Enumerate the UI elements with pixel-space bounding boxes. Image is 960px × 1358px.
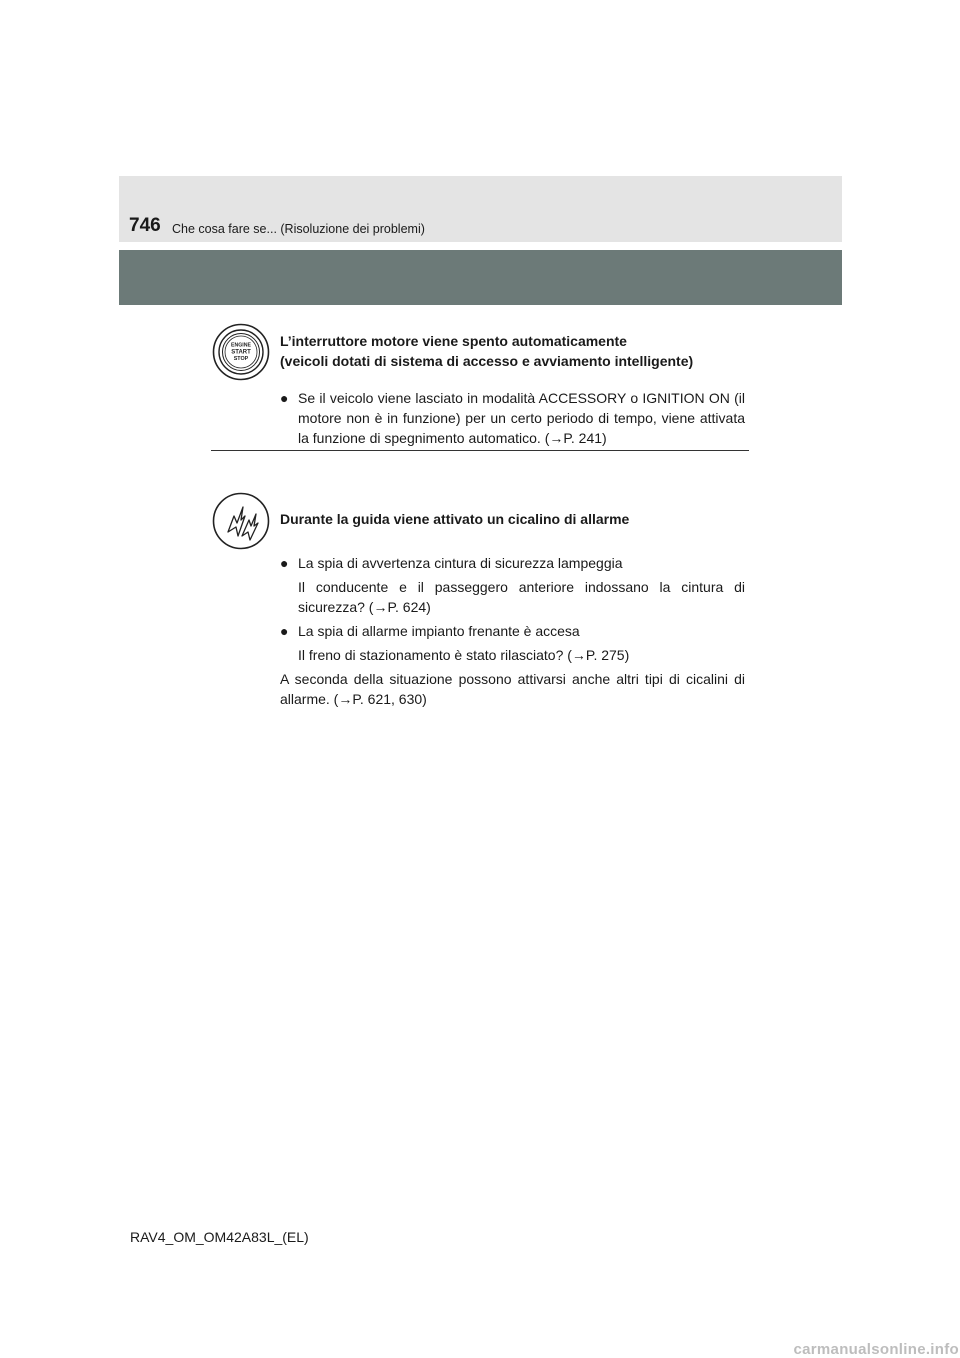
chapter-title: Che cosa fare se... (Risoluzione dei problemi) [172,222,425,236]
icon-stop-label: STOP [233,356,249,362]
icon-start-label: START [231,349,251,356]
section2-bullet1-detail: Il conducente e il passeggero anteriore indossano la cintura di sicurezza? (→P. 624) [298,579,745,615]
section-divider [211,450,749,451]
section2-bullet1-text: La spia di avvertenza cintura di sicurezza lampeggia [298,555,623,571]
section2-note: A seconda della situazione possono attivarsi anche altri tipi di cicalini di allarme. (→P. 621, 630) [280,671,745,707]
section2-title: Durante la guida viene attivato un cicalino di allarme [280,511,630,527]
header-bar [119,250,842,305]
bullet-icon: ● [280,623,289,639]
svg-text:carmanualsonline.info: carmanualsonline.info [793,1341,959,1358]
section1-bullet [280,388,745,448]
section1-bullet-text: Se il veicolo viene lasciato in modalità ACCESSORY o IGNITION ON (il motore non è in funzione) per un certo periodo di tempo, viene attivata la funzione di spegnimento automatico. (→P. 241) [298,390,745,446]
section2-bullet2 [280,621,745,641]
section1-title-line2: (veicoli dotati di sistema di accesso e avviamento intelligente) [280,353,694,369]
page-number: 746 [129,215,161,236]
bullet-icon: ● [280,555,289,571]
section2-bullet2-detail: Il freno di stazionamento è stato rilasciato? (→P. 275) [298,647,630,663]
bullet-icon: ● [280,390,289,406]
icon-engine-label: ENGINE [231,342,251,349]
section2-bullet2-text: La spia di allarme impianto frenante è accesa [298,623,580,639]
section2-bullet1 [280,553,745,573]
document-code: RAV4_OM_OM42A83L_(EL) [130,1229,309,1245]
watermark-logo [638,1338,960,1358]
engine-start-stop-button-icon [212,323,270,381]
warning-buzzer-icon [212,492,270,550]
section1-title-line1: L’interruttore motore viene spento automaticamente [280,333,627,349]
